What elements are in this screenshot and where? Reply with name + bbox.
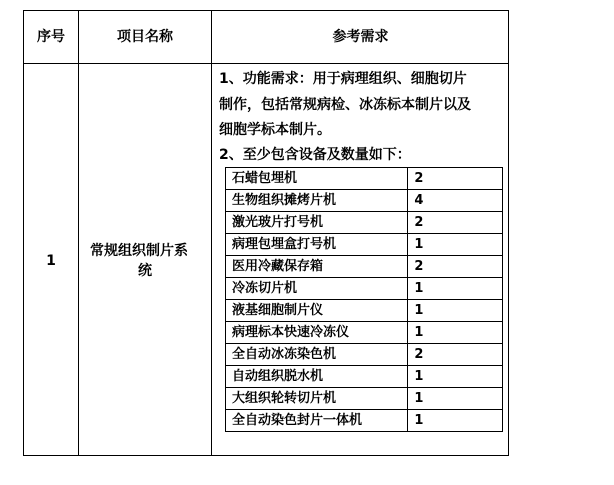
equipment-row	[226, 278, 503, 300]
row-project-name-line1: 常规组织制片系	[90, 243, 188, 259]
equipment-quantity: 1	[408, 322, 503, 344]
equipment-quantity: 2	[408, 256, 503, 278]
equipment-row	[226, 300, 503, 322]
equipment-quantity: 1	[408, 234, 503, 256]
equipment-row	[226, 366, 503, 388]
equipment-row	[226, 190, 503, 212]
equipment-quantity: 1	[408, 410, 503, 432]
row-project-name-line2: 统	[138, 263, 152, 279]
header-project-name: 项目名称	[117, 29, 173, 45]
equipment-quantity: 1	[408, 278, 503, 300]
equipment-row	[226, 344, 503, 366]
equipment-table	[225, 167, 503, 432]
equipment-name: 全自动冰冻染色机	[226, 344, 408, 366]
function-requirement-line1: 1、功能需求：用于病理组织、细胞切片	[219, 71, 467, 87]
equipment-quantity: 2	[408, 168, 503, 190]
function-requirement-line2: 制作，包括常规病检、冰冻标本制片以及	[219, 97, 471, 113]
equipment-quantity: 4	[408, 190, 503, 212]
column-divider-2	[211, 11, 212, 455]
equipment-row	[226, 168, 503, 190]
equipment-row	[226, 410, 503, 432]
equipment-quantity: 2	[408, 212, 503, 234]
row-index: 1	[46, 253, 56, 269]
equipment-row	[226, 388, 503, 410]
equipment-quantity: 1	[408, 366, 503, 388]
equipment-name: 病理包埋盒打号机	[226, 234, 408, 256]
equipment-name: 大组织轮转切片机	[226, 388, 408, 410]
equipment-name: 石蜡包埋机	[226, 168, 408, 190]
equipment-quantity: 2	[408, 344, 503, 366]
equipment-quantity: 1	[408, 300, 503, 322]
equipment-name: 全自动染色封片一体机	[226, 410, 408, 432]
equipment-name: 液基细胞制片仪	[226, 300, 408, 322]
equipment-row	[226, 234, 503, 256]
equipment-row	[226, 212, 503, 234]
equipment-name: 激光玻片打号机	[226, 212, 408, 234]
header-requirement: 参考需求	[332, 29, 389, 45]
equipment-name: 病理标本快速冷冻仪	[226, 322, 408, 344]
equipment-row	[226, 256, 503, 278]
equipment-row	[226, 322, 503, 344]
function-requirement-line3: 细胞学标本制片。	[219, 122, 331, 138]
requirements-table	[23, 10, 509, 456]
column-divider-1	[78, 11, 79, 455]
header-index: 序号	[37, 29, 65, 45]
equipment-heading: 2、至少包含设备及数量如下：	[219, 147, 411, 163]
equipment-name: 医用冷藏保存箱	[226, 256, 408, 278]
equipment-quantity: 1	[408, 388, 503, 410]
equipment-name: 冷冻切片机	[226, 278, 408, 300]
equipment-name: 自动组织脱水机	[226, 366, 408, 388]
equipment-name: 生物组织摊烤片机	[226, 190, 408, 212]
header-divider	[24, 63, 508, 64]
